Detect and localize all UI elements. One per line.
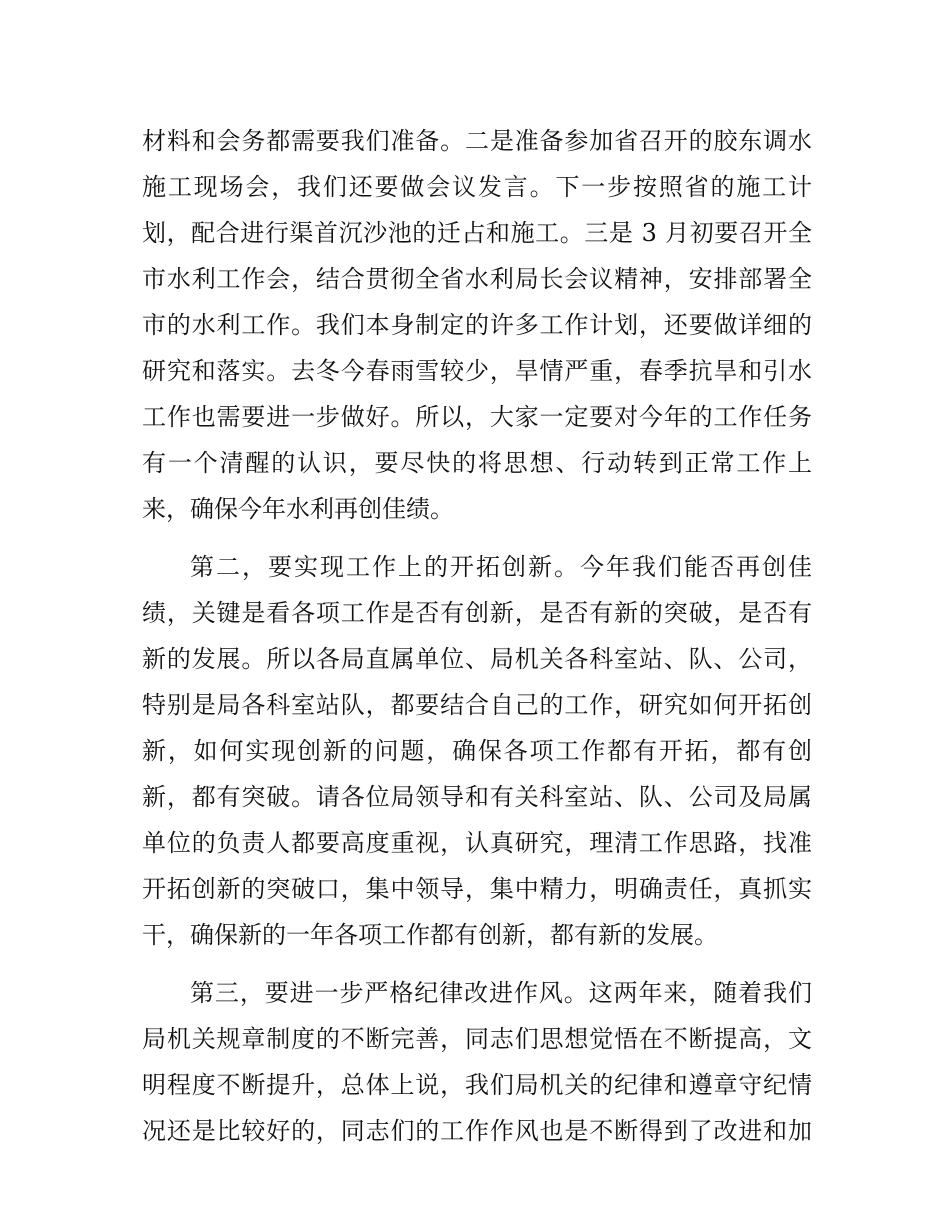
text-line: 特别是局各科室站队，都要结合自己的工作，研究如何开拓创 xyxy=(142,691,812,719)
text-line: 新的发展。所以各局直属单位、局机关各科室站、队、公司， xyxy=(142,645,812,673)
text-line: 研究和落实。去冬今春雨雪较少，旱情严重，春季抗旱和引水 xyxy=(142,357,812,385)
text-line: 局机关规章制度的不断完善，同志们思想觉悟在不断提高，文 xyxy=(142,1025,812,1053)
text-line: 市水利工作会，结合贯彻全省水利局长会议精神，安排部署全 xyxy=(142,265,812,293)
text-line: 单位的负责人都要高度重视，认真研究，理清工作思路，找准 xyxy=(142,829,812,857)
text-line: 第二，要实现工作上的开拓创新。今年我们能否再创佳 xyxy=(190,553,812,581)
text-line: 新，都有突破。请各位局领导和有关科室站、队、公司及局属 xyxy=(142,783,812,811)
text-line: 划，配合进行渠首沉沙池的迁占和施工。三是 3 月初要召开全 xyxy=(142,219,812,247)
text-line: 新，如何实现创新的问题，确保各项工作都有开拓，都有创 xyxy=(142,737,812,765)
text-line: 绩，关键是看各项工作是否有创新，是否有新的突破，是否有 xyxy=(142,599,812,627)
text-line: 干，确保新的一年各项工作都有创新，都有新的发展。 xyxy=(142,921,718,949)
text-line: 有一个清醒的认识，要尽快的将思想、行动转到正常工作上 xyxy=(142,449,812,477)
body-text xyxy=(142,118,812,1166)
text-line: 市的水利工作。我们本身制定的许多工作计划，还要做详细的 xyxy=(142,311,812,339)
text-line: 材料和会务都需要我们准备。二是准备参加省召开的胶东调水 xyxy=(142,127,812,155)
text-line: 第三，要进一步严格纪律改进作风。这两年来，随着我们 xyxy=(190,979,812,1007)
paragraph-1 xyxy=(142,118,812,532)
text-line: 施工现场会，我们还要做会议发言。下一步按照省的施工计 xyxy=(142,173,812,201)
text-line: 来，确保今年水利再创佳绩。 xyxy=(142,495,454,523)
text-line: 况还是比较好的，同志们的工作作风也是不断得到了改进和加 xyxy=(142,1117,812,1145)
paragraph-2 xyxy=(142,544,812,958)
paragraph-3 xyxy=(142,970,812,1154)
text-line: 明程度不断提升，总体上说，我们局机关的纪律和遵章守纪情 xyxy=(142,1071,812,1099)
text-line: 工作也需要进一步做好。所以，大家一定要对今年的工作任务 xyxy=(142,403,812,431)
text-line: 开拓创新的突破口，集中领导，集中精力，明确责任，真抓实 xyxy=(142,875,812,903)
